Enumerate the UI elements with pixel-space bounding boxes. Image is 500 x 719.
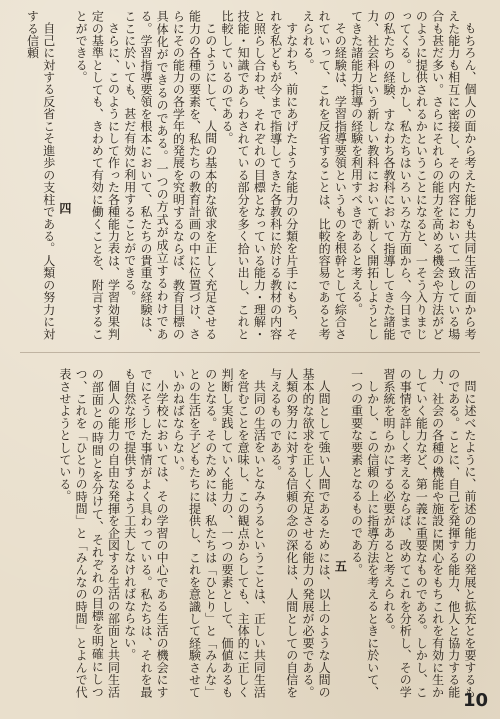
paragraph: しかし、この信頼の上に指導方法を考えるときに於いて、一つの重要な要素となるものである。 xyxy=(349,368,380,698)
paragraph: その経験は、学習指導要領というものを根幹として綜合されていって、これを反省することは、比較的容易であると考えられる。 xyxy=(300,10,348,340)
paragraph: 人間として強い人間であるためには、以上のような人間の基本的な欲求を正しく充足させる能力の発展が必要である。人類の努力に対する信頼の念の深化は、人間としての自信を与えるものである。 xyxy=(268,368,332,698)
upper-text-block xyxy=(26,10,478,340)
section-divider xyxy=(20,352,480,353)
paragraph: 問に述べたように、前述の能力の発展と拡充とを要するものである。ことに、自己を発揮する能力、他人と協力する能力、社会の各種の機能や施設に関心をもちこれを有効に生かしていく能力など、第一義に重要なものである。しかし、この事情を詳しく考えるならば、改めてこれを分析し、その学習系統を明らかにする必要があると考えられる。 xyxy=(381,368,477,698)
lower-text-block xyxy=(26,368,478,698)
paragraph: このようにして、人間の基本的な欲求を正しく充足させる能力の各種の要素を、私たちの教育計画の中に位置づけ、さらにその能力の各学年的発展を究明するならば、教育目標の具体化ができるのである。一つの方式が成立するわけである。学習指導要領を根本において、私たちの貴重な経験は、ここに於いても、甚だ有効に利用することができる。 xyxy=(122,10,218,340)
paragraph: 共同の生活をいとなみうるということは、正しい共同生活を営むことを意味し、この観点からしても、主体的に正しく判断し実践していく能力の、一つの要素として、価値あるものとなる。そのためには、私たちは「ひとり」と「みんな」との生活を子どもたちに提供し、これを意識して経験させていかねばならない。 xyxy=(171,368,267,698)
paragraph: 自己に対する反省こそ進歩の支柱である。人類の努力に対する信頼 xyxy=(26,10,56,340)
page-number: 10 xyxy=(462,690,488,711)
paragraph: すなわち、前にあげたような能力の分類を片手にもち、それを私どもが今まで指導してきた各教科に於ける教材の内容と照らし合わせ、それぞれの目標となっている能力・理解・技能・知識であらわされている部分を多く拾い出し、これと比較しているのである。 xyxy=(219,10,299,340)
section-heading: 四 xyxy=(57,201,72,215)
paragraph: 個人の能力の自由な発揮を企図する生活の部面と共同生活の部面との時間とを分けて、それぞれの目標を明確にしつつ、これを「ひとりの時間」と「みんなの時間」とよんで代表させようとしている。 xyxy=(57,368,121,698)
paragraph: さらに、このようにして作った各種能力表は、学習効果判定の基準としても、きわめて有効に働くことを、附言することができる。 xyxy=(74,10,121,340)
section-heading: 五 xyxy=(333,559,348,573)
paragraph: 小学校においては、その学習の中心である生活の機会にすでにそうした事情がよく具わっている。私たちは、それを最も自然な形で提供するよう工夫しなければならない。 xyxy=(122,368,170,698)
paragraph: もちろん、個人の面から考えた能力も共同生活の面から考えた能力も相互に密接し、その内容において一致している場合も甚だ多い。さらにそれらの能力を高める機会や方法がどのように提供されるかということになると、一そう入りまじってくる。しかし、私たちはいろいろな方面から、今日までの私たちの経験、すなわち各教科において指導してきた諸能力、社会科という新しい教科において新しく開拓しようとしてきた諸能力指導の経験を利用すべきであると考える。 xyxy=(349,10,477,340)
